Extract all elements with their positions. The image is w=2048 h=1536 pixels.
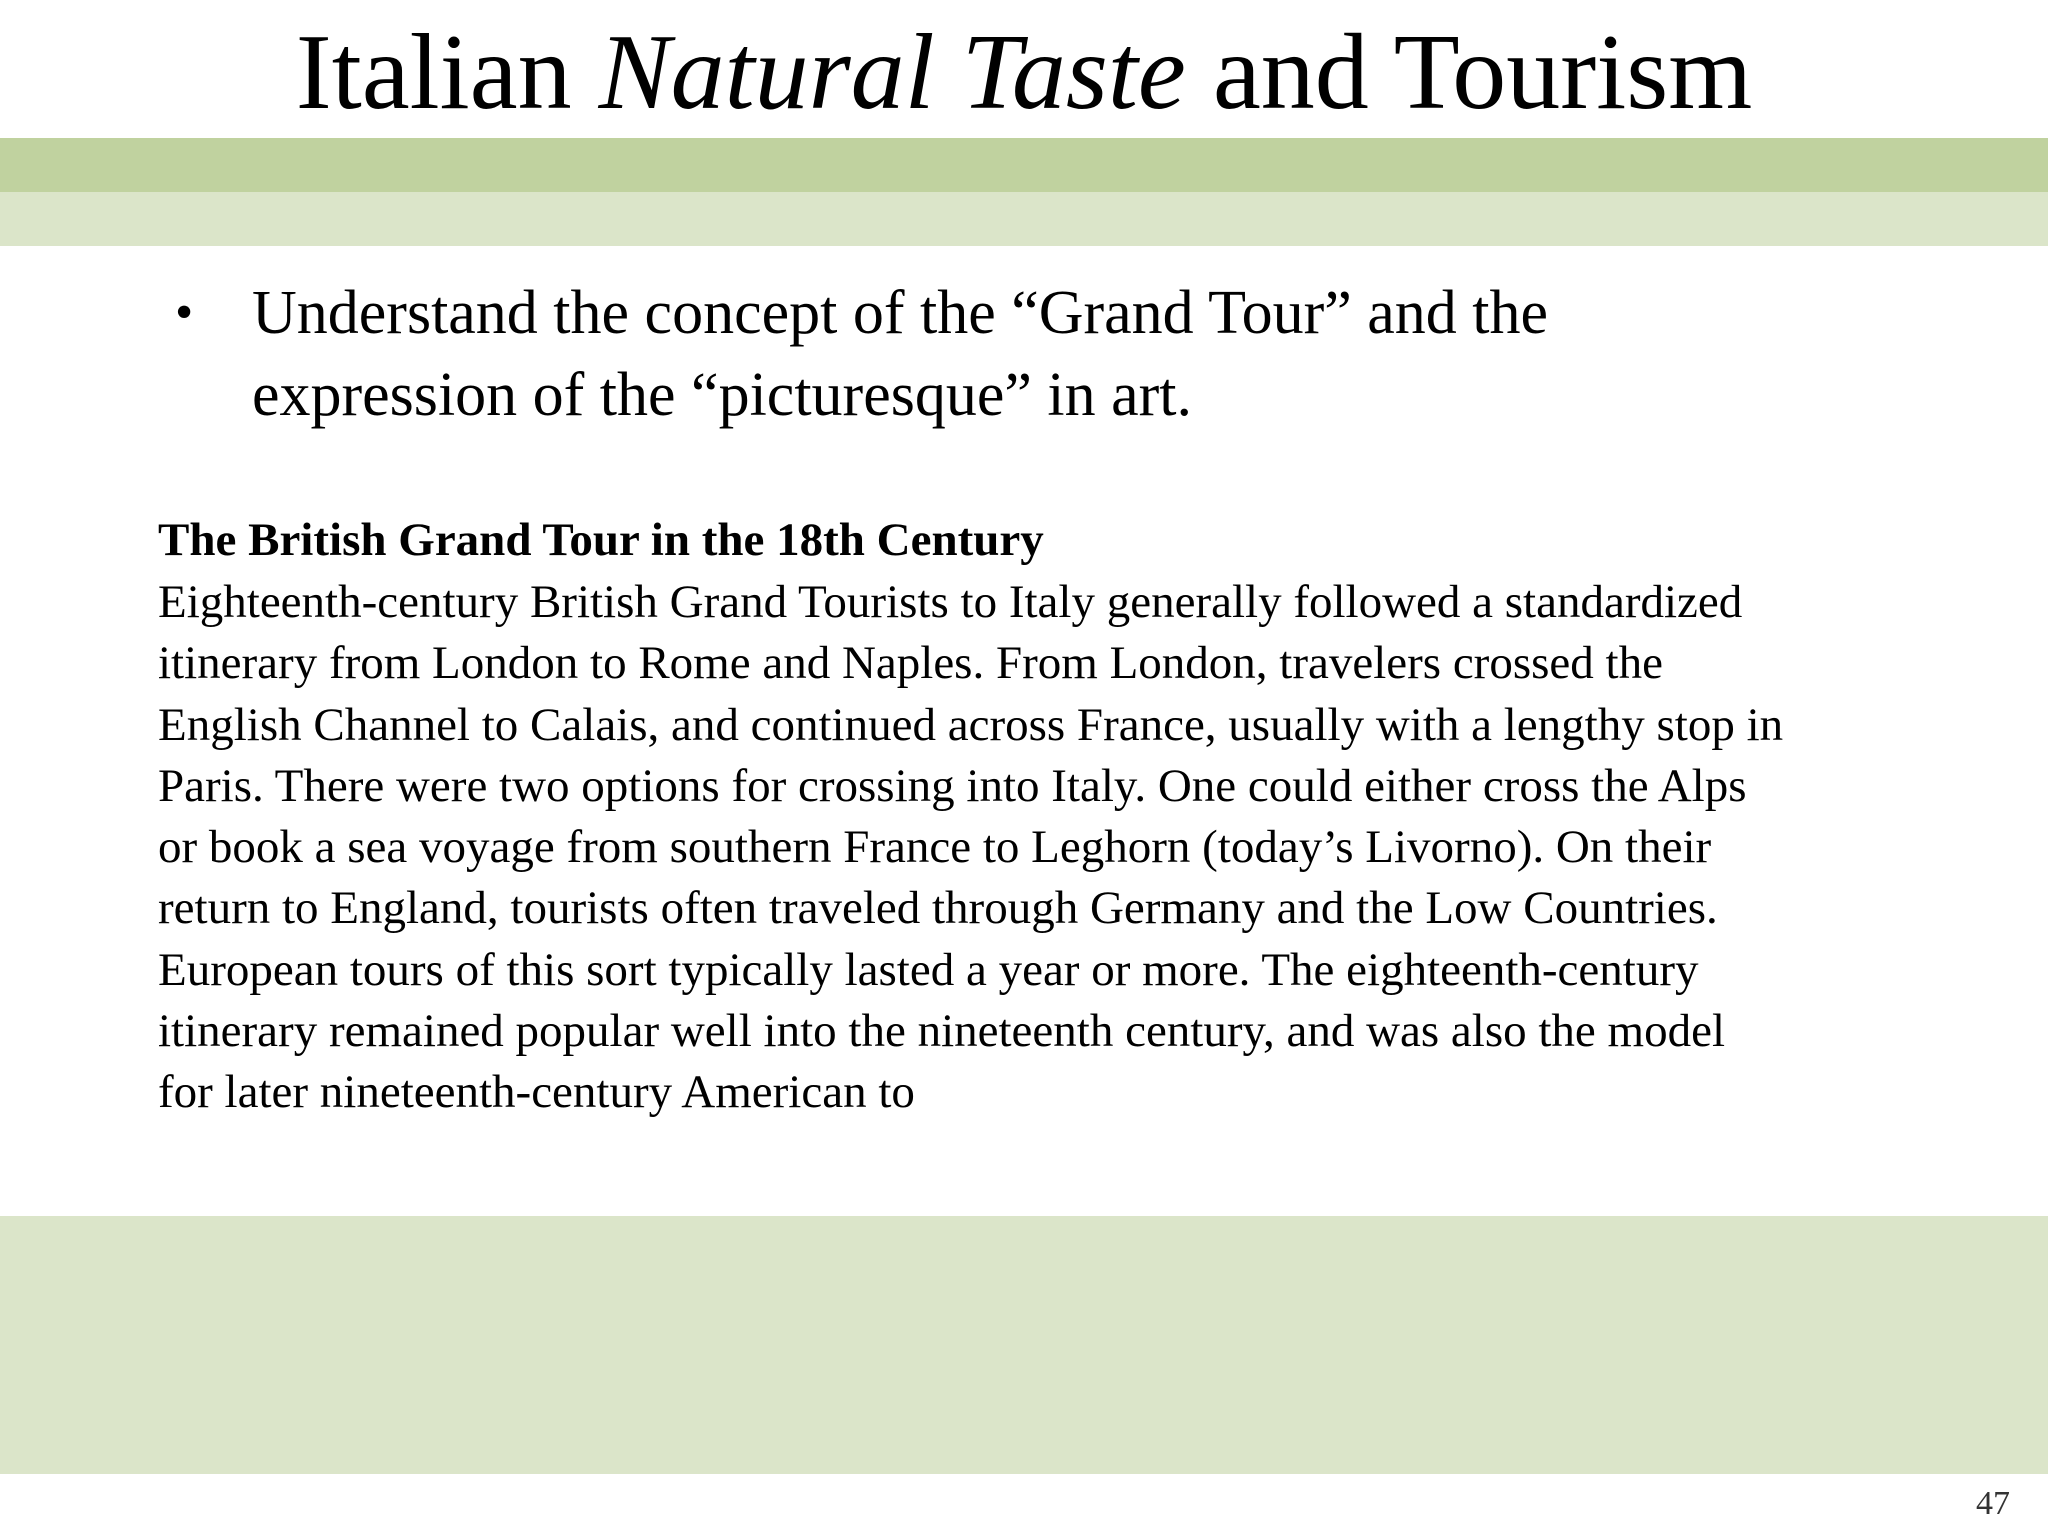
title-part-2: and Tourism: [1185, 13, 1753, 132]
header-band-light: [0, 192, 2048, 246]
article-excerpt: [158, 508, 1958, 1124]
header-band-dark: [0, 138, 2048, 192]
article-line: European tours of this sort typically lasted a year or more. The eighteenth-century: [158, 943, 1699, 996]
page-number: 47: [1976, 1485, 2010, 1522]
title-part-1: Italian: [295, 13, 599, 132]
footer-band: [0, 1216, 2048, 1474]
article-line: Paris. There were two options for crossing into Italy. One could either cross the Alps: [158, 759, 1747, 812]
article-heading: The British Grand Tour in the 18th Century: [158, 514, 1044, 566]
slide-title: [0, 8, 2048, 138]
bullet-text: Understand the concept of the “Grand Tour” and the expression of the “picturesque” in art.: [252, 279, 1549, 429]
article-line: English Channel to Calais, and continued across France, usually with a lengthy stop in: [158, 698, 1784, 751]
article-line: Eighteenth-century British Grand Tourists to Italy generally followed a standardized: [158, 576, 1743, 628]
article-line: return to England, tourists often traveled through Germany and the Low Countries.: [158, 882, 1718, 935]
article-line: itinerary from London to Rome and Naples. From London, travelers crossed the: [158, 637, 1663, 690]
article-line: for later nineteenth-century American to: [158, 1066, 915, 1119]
article-line: itinerary remained popular well into the nineteenth century, and was also the model: [158, 1005, 1726, 1058]
title-italic-part: Natural Taste: [598, 13, 1186, 132]
bullet-dot-icon: •: [175, 284, 194, 341]
article-line: or book a sea voyage from southern France to Leghorn (today’s Livorno). On their: [158, 821, 1712, 874]
